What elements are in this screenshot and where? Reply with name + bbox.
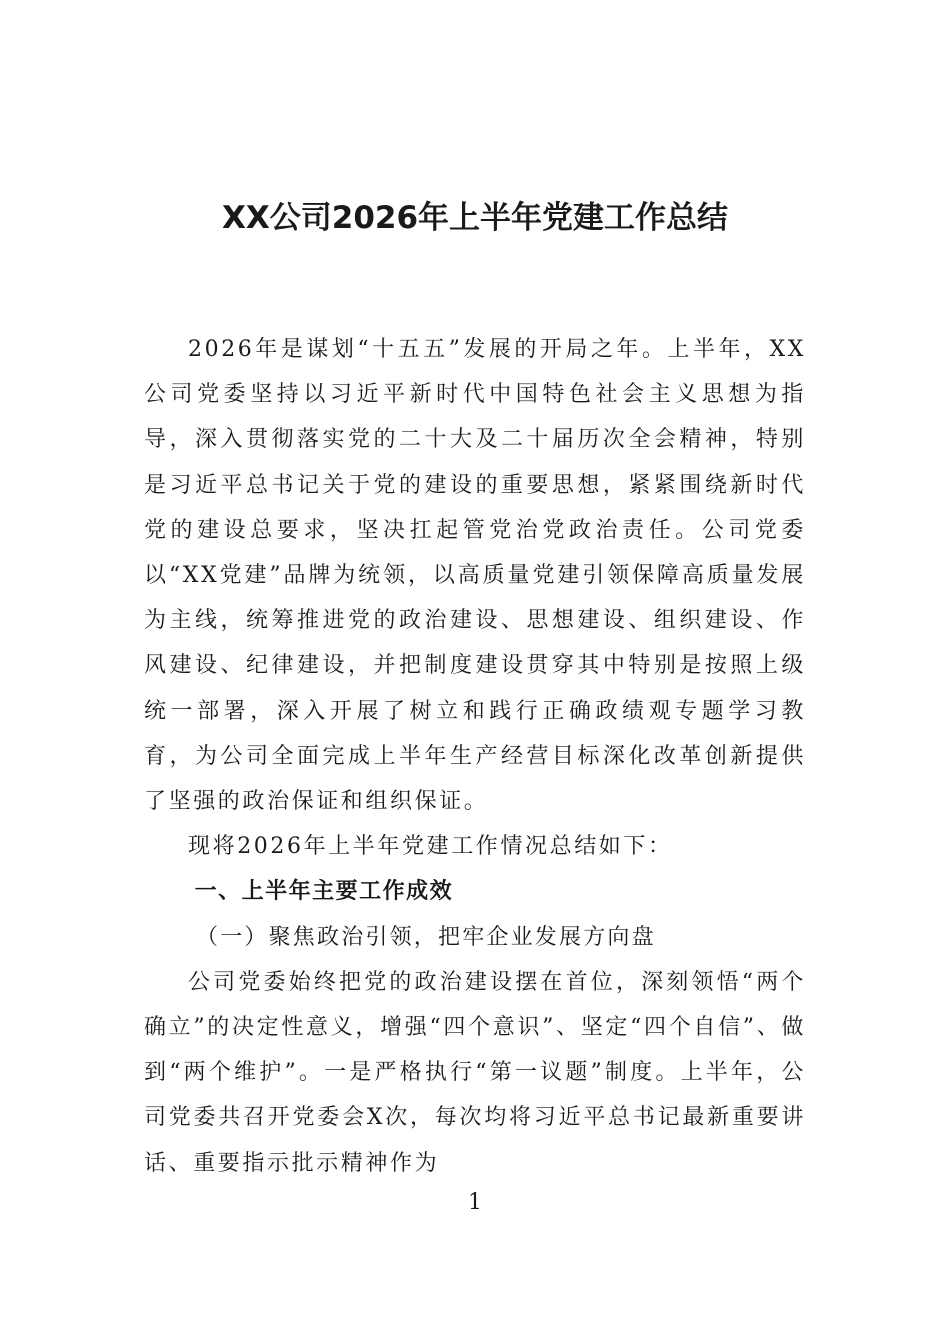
document-body xyxy=(144,327,806,1186)
intro-paragraph: 2026年是谋划“十五五”发展的开局之年。上半年，XX公司党委坚持以习近平新时代中国特色社会主义思想为指导，深入贯彻落实党的二十大及二十届历次全会精神，特别是习近平总书记关于党的建设的重要思想，紧紧围绕新时代党的建设总要求，坚决扛起管党治党政治责任。公司党委以“XX党建”品牌为统领，以高质量党建引领保障高质量发展为主线，统筹推进党的政治建设、思想建设、组织建设、作风建设、纪律建设，并把制度建设贯穿其中特别是按照上级统一部署，深入开展了树立和践行正确政绩观专题学习教育，为公司全面完成上半年生产经营目标深化改革创新提供了坚强的政治保证和组织保证。 xyxy=(144,337,806,815)
page-number: 1 xyxy=(468,1190,482,1215)
subsection-heading: （一）聚焦政治引领，把牢企业发展方向盘 xyxy=(196,924,656,950)
subsection-paragraph: 公司党委始终把党的政治建设摆在首位，深刻领悟“两个确立”的决定性意义，增强“四个意识”、坚定“四个自信”、做到“两个维护”。一是严格执行“第一议题”制度。上半年，公司党委共召开党委会X次，每次均将习近平总书记最新重要讲话、重要指示批示精神作为 xyxy=(144,969,806,1176)
summary-lead-paragraph: 现将2026年上半年党建工作情况总结如下： xyxy=(188,834,673,860)
document-title: XX公司2026年上半年党建工作总结 xyxy=(221,200,729,236)
section-heading: 一、上半年主要工作成效 xyxy=(194,879,454,905)
